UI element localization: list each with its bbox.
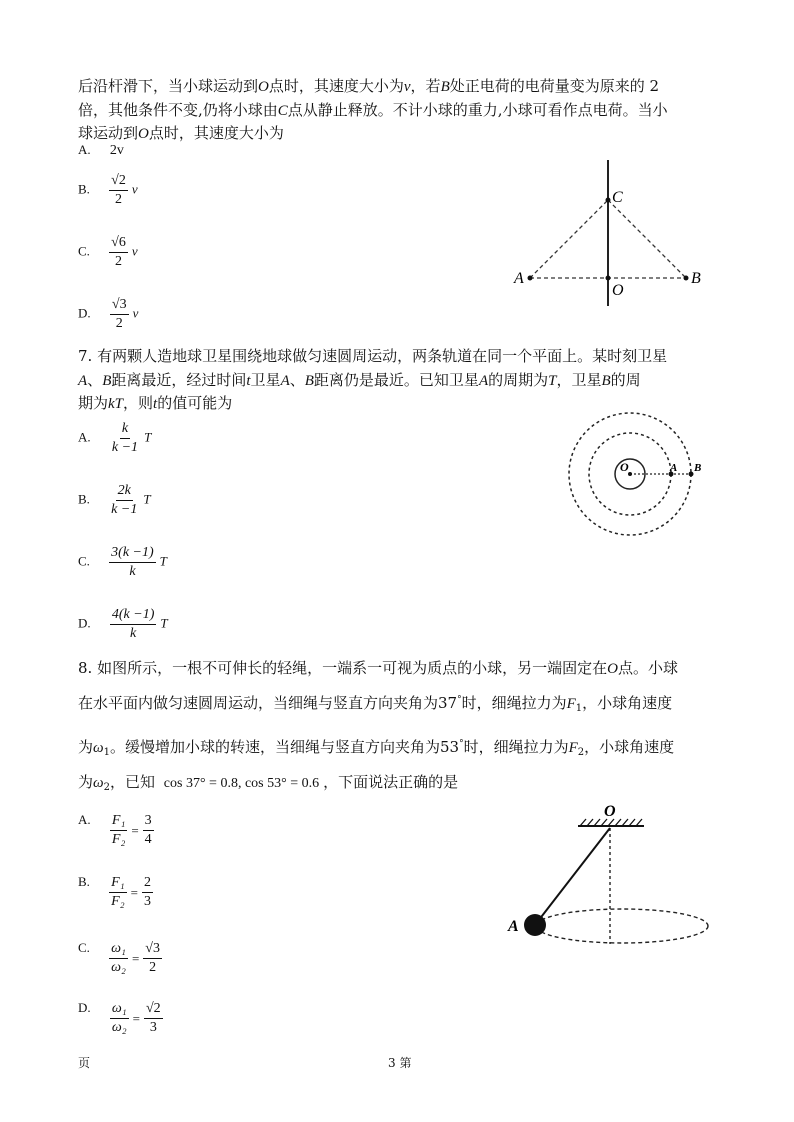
- label-c: C: [612, 189, 623, 206]
- q7-option-c: C. $\frac{3(k -1)}{k}$ T: [78, 545, 167, 579]
- q6-line-1: 后沿杆滑下，当小球运动到O点时，其速度大小为v，若B处正电荷的电荷量变为原来的 2: [78, 77, 660, 95]
- q8-option-a: A. $\frac{\text{F₁}}{\text{F₂}}$ = $\frac{3}{4}$: [78, 812, 152, 847]
- footer-left: 页: [78, 1056, 91, 1070]
- q7-line-2: A、B距离最近，经过时间t卫星A、B距离仍是最近。已知卫星A的周期为T，卫星B的周: [78, 371, 641, 389]
- point-o: [606, 276, 611, 281]
- q7-option-a: A. $\frac{k}{k -1}$ T: [78, 421, 152, 455]
- label-b: B: [691, 270, 701, 287]
- q8-line-2: 在水平面内做匀速圆周运动，当细绳与竖直方向夹角为37°时，细绳拉力为$F_1$，小球角速度: [78, 694, 673, 714]
- q6-line-2: 倍，其他条件不变,仍将小球由C点从静止释放。不计小球的重力,小球可看作点电荷。当小: [78, 101, 668, 119]
- string: [535, 828, 610, 925]
- point-c: [606, 198, 611, 203]
- q6-line-3: 球运动到O点时，其速度大小为: [78, 124, 284, 142]
- q7-line-3: 期为kT，则t的值可能为: [78, 394, 233, 412]
- q8-line-4: 为$\omega_2$，已知 cos 37° = 0.8, cos 53° = 0.6 ，下面说法正确的是: [78, 773, 459, 793]
- q7-option-b: B. $\frac{2k}{k -1}$ T: [78, 483, 151, 517]
- label-a: A: [670, 462, 678, 474]
- q6-option-b: B. $\frac{√2}{2}$ v: [78, 173, 138, 207]
- q8-figure: [500, 798, 720, 958]
- dashed-cb: [608, 200, 686, 278]
- circular-path: [536, 909, 708, 943]
- q7-line-1: 7. 有两颗人造地球卫星围绕地球做匀速圆周运动，两条轨道在同一个平面上。某时刻卫星: [78, 347, 668, 365]
- q7-figure: [560, 404, 710, 554]
- label-a: A: [508, 918, 519, 935]
- label-o: O: [620, 460, 629, 474]
- ceiling-hatch: [580, 819, 642, 826]
- point-b: [684, 276, 689, 281]
- dashed-ac: [530, 200, 608, 278]
- q8-option-d: D. $\frac{\text{ω₁}}{\text{ω₂}}$ = $\frac{√2}{3}$: [78, 1000, 161, 1035]
- q7-option-d: D. $\frac{4(k -1)}{k}$ T: [78, 607, 168, 641]
- q8-line-1: 8. 如图所示，一根不可伸长的轻绳，一端系一可视为质点的小球，另一端固定在O点。小球: [78, 659, 678, 677]
- label-b: B: [694, 462, 702, 474]
- point-a: [528, 276, 533, 281]
- satellite-b: [689, 472, 694, 477]
- q8-line-3: 为$\omega_1$。缓慢增加小球的转速，当细绳与竖直方向夹角为53°时，细绳拉力为$F_2$，小球角速度: [78, 738, 675, 758]
- ball: [524, 914, 546, 936]
- q6-figure: [508, 158, 718, 308]
- label-o: O: [604, 803, 616, 820]
- label-o: O: [612, 282, 624, 299]
- q8-option-c: C. $\frac{\text{ω₁}}{\text{ω₂}}$ = $\frac{√3}{2}$: [78, 940, 160, 975]
- q6-option-c: C. $\frac{√6}{2}$ v: [78, 235, 138, 269]
- q8-option-b: B. $\frac{\text{F₁}}{\text{F₂}}$ = $\frac{2}{3}$: [78, 874, 151, 909]
- q6-option-d: D. $\frac{√3}{2}$ v: [78, 297, 139, 331]
- page-number: 3 第: [388, 1056, 412, 1070]
- label-a: A: [514, 270, 524, 287]
- q6-option-a: A. 2v: [78, 142, 124, 158]
